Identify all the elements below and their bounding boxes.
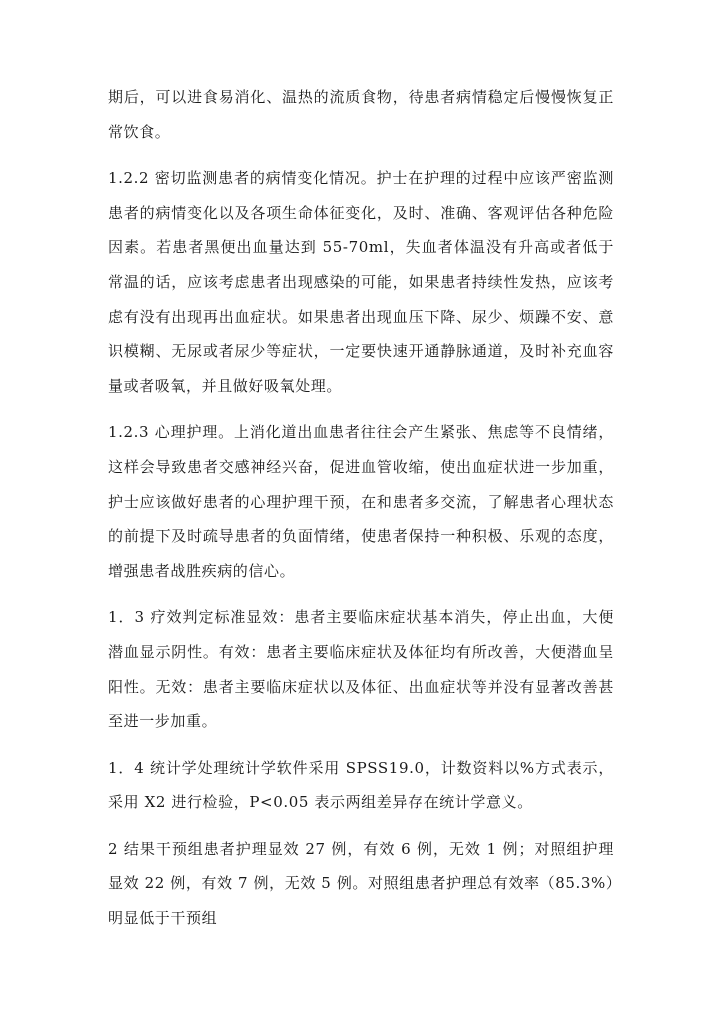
paragraph-results: 2 结果干预组患者护理显效 27 例，有效 6 例，无效 1 例；对照组护理显效 22 例，有效 7 例，无效 5 例。对照组患者护理总有效率（85.3%）明显低于干预组 [108, 839, 614, 928]
paragraph-psychological-care: 1.2.3 心理护理。上消化道出血患者往往会产生紧张、焦虑等不良情绪，这样会导致患者交感神经兴奋，促进血管收缩，使出血症状进一步加重，护士应该做好患者的心理护理干预，在和患者多交流，了解患者心理状态的前提下及时疏导患者的负面情绪，使患者保持一种积极、乐观的态度，增强患者战胜疾病的信心。 [108, 423, 614, 580]
paragraph-statistics: 1．4 统计学处理统计学软件采用 SPSS19.0，计数资料以%方式表示，采用 X2 进行检验，P<0.05 表示两组差异存在统计学意义。 [108, 758, 614, 812]
paragraph-efficacy-criteria: 1．3 疗效判定标准显效：患者主要临床症状基本消失，停止出血，大便潜血显示阴性。有效：患者主要临床症状及体征均有所改善，大便潜血呈阳性。无效：患者主要临床症状以及体征、出血症状等并没有显著改善甚至进一步加重。 [108, 608, 614, 731]
document-body [108, 80, 614, 948]
paragraph-diet-continuation: 期后，可以进食易消化、温热的流质食物，待患者病情稳定后慢慢恢复正常饮食。 [108, 88, 614, 141]
paragraph-monitoring: 1.2.2 密切监测患者的病情变化情况。护士在护理的过程中应该严密监测患者的病情变化以及各项生命体征变化，及时、准确、客观评估各种危险因素。若患者黑便出血量达到 55-70ml，失血者体温没有升高或者低于常温的话，应该考虑患者出现感染的可能，如果患者持续性发热，应该考虑有没有出现再出血症状。如果患者出现血压下降、尿少、烦躁不安、意识模糊、无尿或者尿少等症状，一定要快速开通静脉通道，及时补充血容量或者吸氧，并且做好吸氧处理。 [108, 169, 614, 395]
